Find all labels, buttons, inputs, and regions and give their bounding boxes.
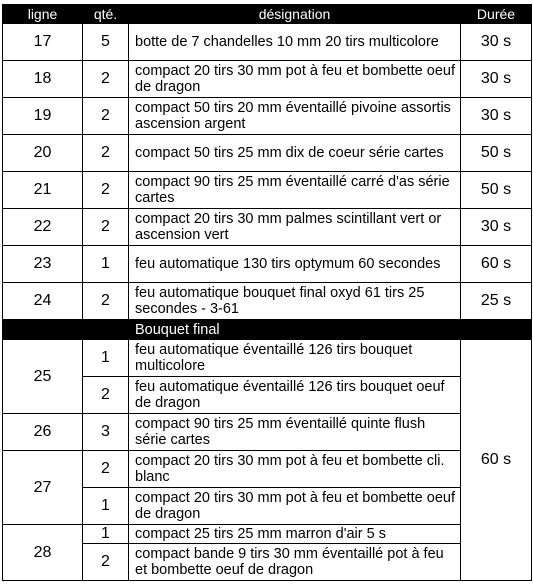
table-row — [3, 246, 532, 283]
header-duree: Durée — [461, 5, 532, 24]
cell-qte: 1 — [83, 246, 129, 283]
cell-duree: 50 s — [461, 135, 532, 172]
cell-designation: compact bande 9 tirs 30 mm éventaillé pot à feu et bombette oeuf de dragon — [129, 544, 461, 581]
cell-qte: 3 — [83, 414, 129, 451]
fireworks-table-container — [2, 4, 531, 581]
cell-qte: 2 — [83, 135, 129, 172]
cell-ligne: 22 — [3, 209, 83, 246]
section-label: Bouquet final — [129, 320, 461, 340]
header-row — [3, 5, 532, 24]
table-row — [3, 488, 532, 525]
header-ligne: ligne — [3, 5, 83, 24]
cell-ligne: 25 — [3, 340, 83, 414]
cell-qte: 1 — [83, 340, 129, 377]
cell-designation: compact 20 tirs 30 mm pot à feu et bombette cli. blanc — [129, 451, 461, 488]
cell-duree: 30 s — [461, 209, 532, 246]
cell-duree: 30 s — [461, 61, 532, 98]
cell-duree: 30 s — [461, 98, 532, 135]
cell-designation: compact 50 tirs 20 mm éventaillé pivoine assortis ascension argent — [129, 98, 461, 135]
cell-duree: 25 s — [461, 283, 532, 320]
cell-designation: compact 25 tirs 25 mm marron d'air 5 s — [129, 525, 461, 544]
header-designation: désignation — [129, 5, 461, 24]
cell-duree: 50 s — [461, 172, 532, 209]
cell-designation: compact 20 tirs 30 mm pot à feu et bombette oeuf de dragon — [129, 488, 461, 525]
table-row — [3, 525, 532, 544]
cell-qte: 2 — [83, 98, 129, 135]
table-row — [3, 24, 532, 61]
cell-ligne: 20 — [3, 135, 83, 172]
table-row — [3, 98, 532, 135]
cell-ligne: 26 — [3, 414, 83, 451]
cell-duree-bouquet: 60 s — [461, 340, 532, 581]
cell-ligne: 24 — [3, 283, 83, 320]
fireworks-table — [2, 4, 532, 581]
table-row — [3, 377, 532, 414]
table-row — [3, 414, 532, 451]
cell-designation: compact 20 tirs 30 mm palmes scintillant vert or ascension vert — [129, 209, 461, 246]
cell-ligne: 17 — [3, 24, 83, 61]
cell-ligne: 18 — [3, 61, 83, 98]
section-blank-cell — [461, 320, 532, 340]
cell-qte: 2 — [83, 544, 129, 581]
cell-designation: feu automatique 130 tirs optymum 60 secondes — [129, 246, 461, 283]
section-blank-cell — [3, 320, 83, 340]
cell-qte: 2 — [83, 283, 129, 320]
cell-duree: 30 s — [461, 24, 532, 61]
table-row — [3, 61, 532, 98]
section-blank-cell — [83, 320, 129, 340]
table-row — [3, 283, 532, 320]
cell-designation: compact 20 tirs 30 mm pot à feu et bombette oeuf de dragon — [129, 61, 461, 98]
table-row — [3, 172, 532, 209]
cell-qte: 1 — [83, 488, 129, 525]
table-row — [3, 340, 532, 377]
cell-ligne: 19 — [3, 98, 83, 135]
cell-qte: 2 — [83, 61, 129, 98]
section-header-bouquet-final — [3, 320, 532, 340]
cell-qte: 2 — [83, 172, 129, 209]
cell-qte: 2 — [83, 451, 129, 488]
cell-designation: compact 90 tirs 25 mm éventaillé carré d'as série cartes — [129, 172, 461, 209]
cell-designation: feu automatique bouquet final oxyd 61 tirs 25 secondes - 3-61 — [129, 283, 461, 320]
cell-qte: 2 — [83, 209, 129, 246]
cell-duree: 60 s — [461, 246, 532, 283]
cell-ligne: 28 — [3, 525, 83, 581]
cell-designation: feu automatique éventaillé 126 tirs bouquet multicolore — [129, 340, 461, 377]
cell-ligne: 23 — [3, 246, 83, 283]
table-row — [3, 544, 532, 581]
cell-qte: 1 — [83, 525, 129, 544]
cell-designation: botte de 7 chandelles 10 mm 20 tirs multicolore — [129, 24, 461, 61]
cell-qte: 5 — [83, 24, 129, 61]
cell-designation: compact 90 tirs 25 mm éventaillé quinte flush série cartes — [129, 414, 461, 451]
cell-ligne: 21 — [3, 172, 83, 209]
table-row — [3, 135, 532, 172]
table-row — [3, 209, 532, 246]
cell-designation: feu automatique éventaillé 126 tirs bouquet oeuf de dragon — [129, 377, 461, 414]
cell-qte: 2 — [83, 377, 129, 414]
cell-ligne: 27 — [3, 451, 83, 525]
cell-designation: compact 50 tirs 25 mm dix de coeur série cartes — [129, 135, 461, 172]
table-row — [3, 451, 532, 488]
header-qte: qté. — [83, 5, 129, 24]
